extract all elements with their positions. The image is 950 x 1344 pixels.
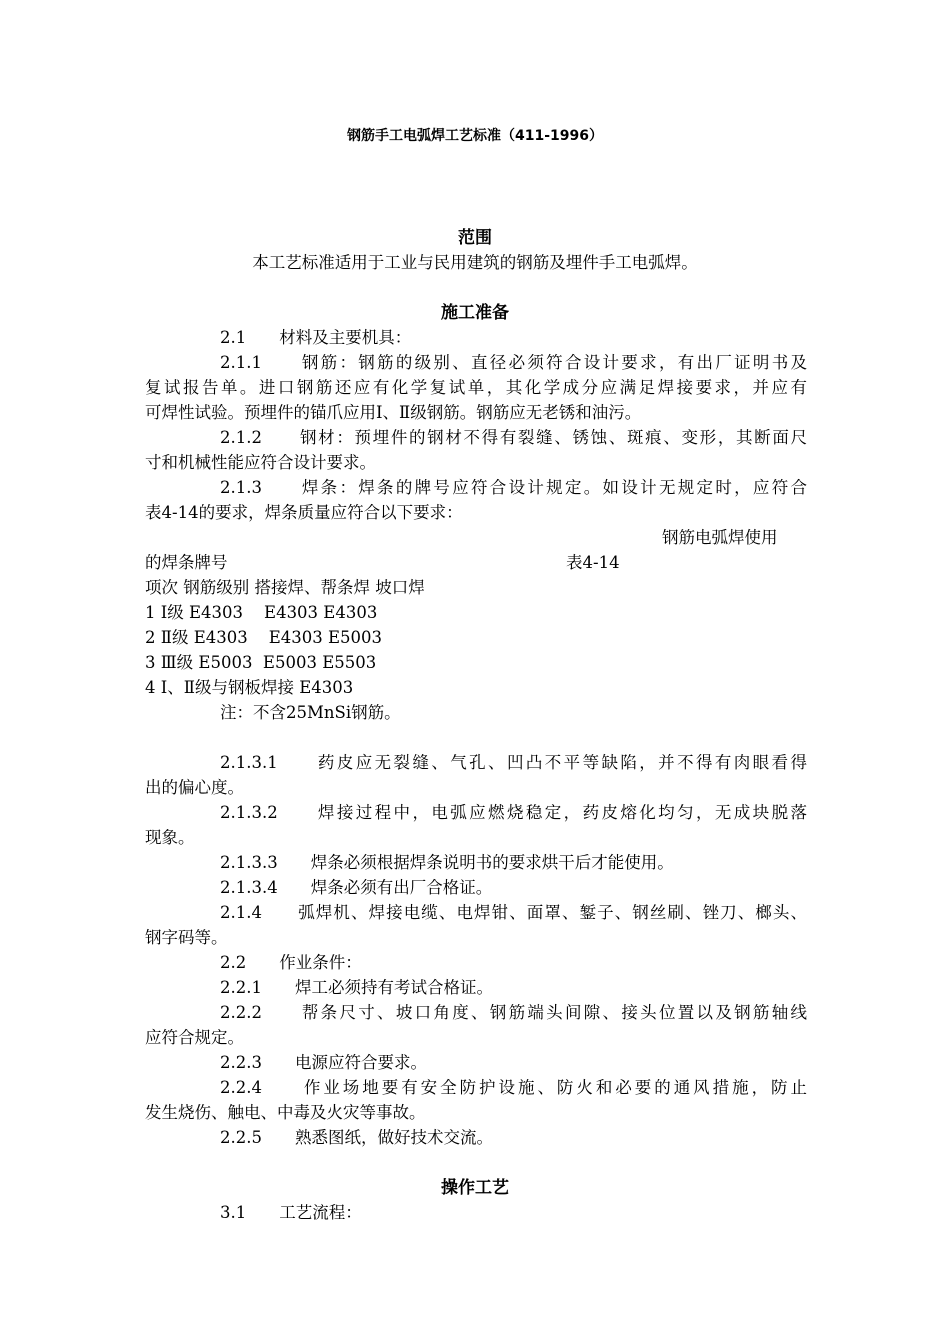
clause-2-1-3-1-line1: 2.1.3.1 药皮应无裂缝、气孔、凹凸不平等缺陷，并不得有肉眼看得 [220, 753, 807, 772]
table-row: 4 Ⅰ、Ⅱ级与钢板焊接 E4303 [145, 678, 354, 697]
clause-2-1-3-line1: 2.1.3 焊条：焊条的牌号应符合设计规定。如设计无规定时，应符合 [220, 478, 807, 497]
section-heading-preparation: 施工准备 [441, 303, 509, 323]
clause-2-1-2-line2: 寸和机械性能应符合设计要求。 [145, 453, 376, 472]
clause-2-1-4-line2: 钢字码等。 [145, 928, 228, 947]
clause-3-1: 3.1 工艺流程： [220, 1203, 362, 1222]
clause-2-2-2-line1: 2.2.2 帮条尺寸、坡口角度、钢筋端头间隙、接头位置以及钢筋轴线 [220, 1003, 807, 1022]
clause-2-1-3-3: 2.1.3.3 焊条必须根据焊条说明书的要求烘干后才能使用。 [220, 853, 674, 872]
clause-2-1-1-line1: 2.1.1 钢筋：钢筋的级别、直径必须符合设计要求，有出厂证明书及 [220, 353, 807, 372]
clause-2-1: 2.1 材料及主要机具： [220, 328, 412, 347]
clause-2-1-3-2-line1: 2.1.3.2 焊接过程中，电弧应燃烧稳定，药皮熔化均匀，无成块脱落 [220, 803, 807, 822]
table-row: 3 Ⅲ级 E5003 E5003 E5503 [145, 653, 377, 672]
clause-2-1-3-2-line2: 现象。 [145, 828, 195, 847]
table-row: 1 Ⅰ级 E4303 E4303 E4303 [145, 603, 378, 622]
table-header: 项次 钢筋级别 搭接焊、帮条焊 坡口焊 [145, 578, 425, 597]
clause-2-1-3-4: 2.1.3.4 焊条必须有出厂合格证。 [220, 878, 493, 897]
clause-2-1-3-line2: 表4-14的要求，焊条质量应符合以下要求： [145, 503, 463, 522]
clause-2-2-2-line2: 应符合规定。 [145, 1028, 244, 1047]
table-caption-line2: 的焊条牌号 [145, 553, 228, 572]
clause-2-2-1: 2.2.1 焊工必须持有考试合格证。 [220, 978, 493, 997]
clause-2-1-3-1-line2: 出的偏心度。 [145, 778, 244, 797]
clause-2-2-4-line2: 发生烧伤、触电、中毒及火灾等事故。 [145, 1103, 426, 1122]
clause-2-2: 2.2 作业条件： [220, 953, 362, 972]
clause-2-2-3: 2.2.3 电源应符合要求。 [220, 1053, 427, 1072]
clause-2-2-4-line1: 2.2.4 作业场地要有安全防护设施、防火和必要的通风措施，防止 [220, 1078, 807, 1097]
clause-2-1-1-line3: 可焊性试验。预埋件的锚爪应用Ⅰ、Ⅱ级钢筋。钢筋应无老锈和油污。 [145, 403, 642, 422]
document-title: 钢筋手工电弧焊工艺标准（411-1996） [347, 128, 603, 144]
table-number: 表4-14 [566, 553, 620, 572]
section-heading-operations: 操作工艺 [441, 1178, 509, 1198]
table-note: 注：不含25MnSi钢筋。 [220, 703, 401, 722]
clause-2-2-5: 2.2.5 熟悉图纸，做好技术交流。 [220, 1128, 493, 1147]
section-heading-scope: 范围 [458, 228, 492, 248]
table-caption-line1: 钢筋电弧焊使用 [662, 528, 778, 547]
scope-text: 本工艺标准适用于工业与民用建筑的钢筋及埋件手工电弧焊。 [252, 253, 698, 272]
clause-2-1-2-line1: 2.1.2 钢材：预埋件的钢材不得有裂缝、锈蚀、斑痕、变形，其断面尺 [220, 428, 807, 447]
table-row: 2 Ⅱ级 E4303 E4303 E5003 [145, 628, 383, 647]
clause-2-1-1-line2: 复试报告单。进口钢筋还应有化学复试单，其化学成分应满足焊接要求，并应有 [145, 378, 807, 397]
clause-2-1-4-line1: 2.1.4 弧焊机、焊接电缆、电焊钳、面罩、錾子、钢丝刷、锉刀、榔头、 [220, 903, 807, 922]
